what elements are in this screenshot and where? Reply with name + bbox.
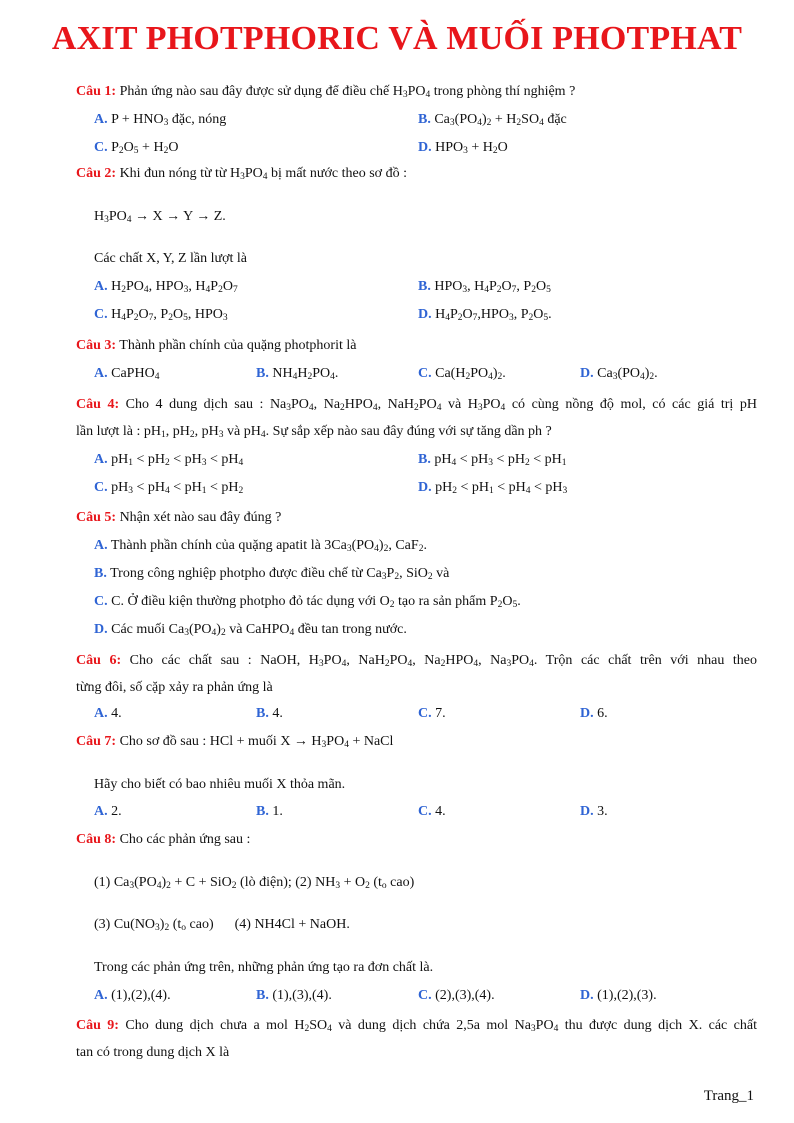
text-line: từng đôi, số cặp xảy ra phản ứng là <box>76 680 273 695</box>
text-line: C. (2),(3),(4). <box>418 988 495 1003</box>
text-line: A. Thành phần chính của quặng apatit là $3Ca_3(PO_4)_2$, CaF$_2$. <box>94 538 427 554</box>
text-line: B. $pH_4 < pH_3 < pH_2 < pH_1$ <box>418 452 567 468</box>
text-line: A. 2. <box>94 804 122 819</box>
text-line: A. $H_2PO_4$, $HPO_3$, $H_4P_2O_7$ <box>94 279 238 295</box>
text-line: Câu 5: Nhận xét nào sau đây đúng ? <box>76 510 282 525</box>
text-line: Câu 2: Khi đun nóng từ từ $H_3PO_4$ bị mất nước theo sơ đồ : <box>76 166 407 182</box>
text-line: (1) $Ca_3(PO_4)_2 + C + SiO_2$ (lò điện); (2) $NH_3 + O_2$ ($t_o$ cao) <box>94 875 415 891</box>
text-line: D. 3. <box>580 804 608 819</box>
text-line: tan có trong dung dịch X là <box>76 1045 230 1060</box>
text-line: Câu 4: Cho 4 dung dịch sau : $Na_3PO_4$, $Na_2HPO_4$, $NaH_2PO_4$ và $H_3PO_4$ có cùng nồng độ mol, có các giá trị pH <box>76 397 757 413</box>
text-line: Hãy cho biết có bao nhiêu muối X thỏa mãn. <box>94 777 346 792</box>
text-line: A. (1),(2),(4). <box>94 988 171 1003</box>
text-line: A. $pH_1 < pH_2 < pH_3 < pH_4$ <box>94 452 244 468</box>
text-line: D. $Ca_3(PO_4)_2$. <box>580 366 658 382</box>
text-line: A. $P + HNO_3$ đặc, nóng <box>94 112 227 128</box>
text-line: B. $NH_4H_2PO_4$. <box>256 366 339 382</box>
text-line: C. $H_4P_2O_7$, $P_2O_5$, $HPO_3$ <box>94 307 228 323</box>
text-line: C. $P_2O_5 + H_2O$ <box>94 140 179 156</box>
text-line: (3) $Cu(NO_3)_2$ ($t_o$ cao) (4) NH4Cl + NaOH. <box>94 917 350 933</box>
text-line: C. 4. <box>418 804 446 819</box>
text-line: B. 1. <box>256 804 283 819</box>
text-line: D. Các muối $Ca_3(PO_4)_2$ và CaHPO$_4$ đều tan trong nước. <box>94 622 407 638</box>
text-line: D. $H_4P_2O_7,HPO_3$, $P_2O_5$. <box>418 307 552 323</box>
text-line: $H_3PO_4 \to X \to Y \to Z$. <box>94 209 226 225</box>
text-line: C. 7. <box>418 706 446 721</box>
text-line: B. $HPO_3$, $H_4P_2O_7$, $P_2O_5$ <box>418 279 551 295</box>
text-line: Câu 1: Phản ứng nào sau đây được sử dụng để điều chế $H_3PO_4$ trong phòng thí nghiệm ? <box>76 84 576 100</box>
text-line: C. $Ca(H_2PO_4)_2$. <box>418 366 506 382</box>
text-line: Các chất X, Y, Z lần lượt là <box>94 251 248 266</box>
text-line: D. $HPO_3 + H_2O$ <box>418 140 508 156</box>
text-line: A. 4. <box>94 706 122 721</box>
text-line: B. 4. <box>256 706 283 721</box>
text-line: Câu 8: Cho các phản ứng sau : <box>76 832 251 847</box>
text-line: Câu 3: Thành phần chính của quặng photphorit là <box>76 338 357 353</box>
text-line: C. C. Ở điều kiện thường photpho đỏ tác dụng với $O_2$ tạo ra sản phẩm $P_2O_5$. <box>94 594 521 610</box>
page-footer: Trang_1 <box>703 1088 754 1104</box>
text-line: D. 6. <box>580 706 608 721</box>
text-line: Trong các phản ứng trên, những phản ứng tạo ra đơn chất là. <box>94 960 434 975</box>
text-line: A. CaPHO$_4$ <box>94 366 160 382</box>
page-title: AXIT PHOTPHORIC VÀ MUỐI PHOTPHAT <box>51 20 743 57</box>
text-line: Câu 7: Cho sơ đồ sau : HCl + muối $X \to H_3PO_4$ + NaCl <box>76 734 394 750</box>
text-line: Câu 6: Cho các chất sau : NaOH, $H_3PO_4$, $NaH_2PO_4$, $Na_2HPO_4$, $Na_3PO_4$. Trộn các chất trên với nhau theo <box>76 653 757 669</box>
text-line: B. (1),(3),(4). <box>256 988 332 1003</box>
text-line: B. $Ca_3(PO_4)_2 + H_2SO_4$ đặc <box>418 112 567 128</box>
text-line: C. $pH_3 < pH_4 < pH_1 < pH_2$ <box>94 480 244 496</box>
text-line: D. (1),(2),(3). <box>580 988 657 1003</box>
text-line: Câu 9: Cho dung dịch chưa a mol $H_2SO_4$ và dung dịch chứa 2,5a mol $Na_3PO_4$ thu được dung dịch X. các chất <box>76 1018 757 1034</box>
text-line: D. $pH_2 < pH_1 < pH_4 < pH_3$ <box>418 480 568 496</box>
text-line: B. Trong công nghiệp photpho được điều chế từ $Ca_3P_2$, SiO$_2$ và <box>94 566 450 582</box>
text-line: lần lượt là : $pH_1$, $pH_2$, $pH_3$ và $pH_4$. Sự sắp xếp nào sau đây đúng với sự tăng dần ph ? <box>76 424 552 440</box>
